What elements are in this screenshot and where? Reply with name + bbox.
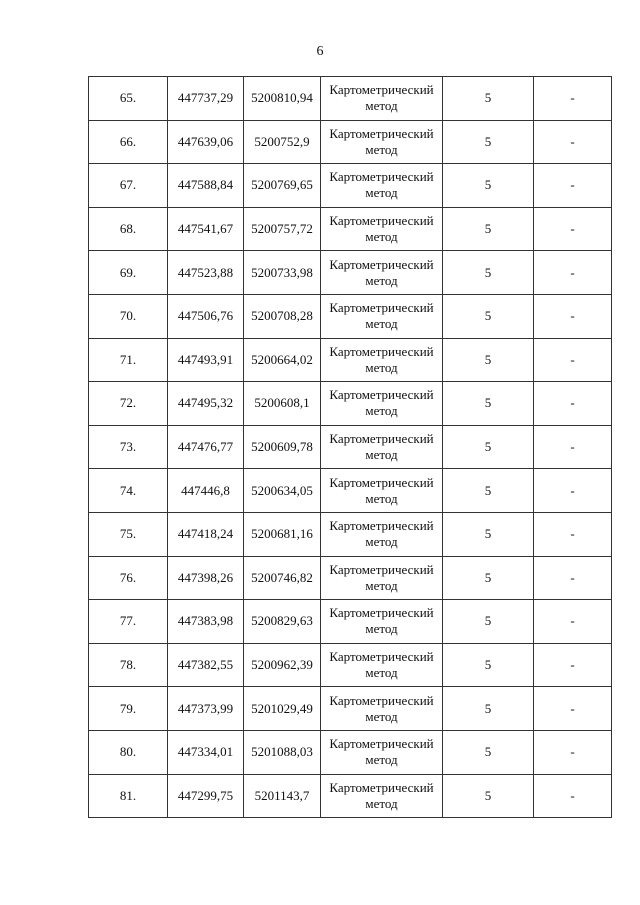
note-cell: - [534, 600, 612, 644]
note-cell: - [534, 164, 612, 208]
y-coordinate-cell: 5200829,63 [244, 600, 321, 644]
y-coordinate-cell: 5200634,05 [244, 469, 321, 513]
x-coordinate-cell: 447639,06 [168, 120, 244, 164]
table-row [89, 643, 612, 687]
y-coordinate-cell: 5200746,82 [244, 556, 321, 600]
point-number-cell: 70. [89, 294, 168, 338]
accuracy-cell: 5 [443, 338, 534, 382]
table-row [89, 164, 612, 208]
accuracy-cell: 5 [443, 251, 534, 295]
method-cell: Картометрический метод [321, 207, 443, 251]
method-cell: Картометрический метод [321, 77, 443, 121]
table-row [89, 294, 612, 338]
x-coordinate-cell: 447398,26 [168, 556, 244, 600]
table-row [89, 556, 612, 600]
note-cell: - [534, 251, 612, 295]
accuracy-cell: 5 [443, 643, 534, 687]
table-row [89, 338, 612, 382]
y-coordinate-cell: 5200608,1 [244, 382, 321, 426]
table-row [89, 512, 612, 556]
table-row [89, 687, 612, 731]
accuracy-cell: 5 [443, 294, 534, 338]
note-cell: - [534, 425, 612, 469]
y-coordinate-cell: 5200664,02 [244, 338, 321, 382]
y-coordinate-cell: 5201088,03 [244, 730, 321, 774]
table-row [89, 207, 612, 251]
note-cell: - [534, 338, 612, 382]
method-cell: Картометрический метод [321, 382, 443, 426]
point-number-cell: 71. [89, 338, 168, 382]
coordinates-table [88, 76, 612, 818]
accuracy-cell: 5 [443, 730, 534, 774]
page-number: 6 [316, 44, 324, 59]
method-cell: Картометрический метод [321, 164, 443, 208]
table-row [89, 774, 612, 818]
method-cell: Картометрический метод [321, 120, 443, 164]
table-row [89, 425, 612, 469]
coordinates-table-body [89, 77, 612, 818]
x-coordinate-cell: 447493,91 [168, 338, 244, 382]
accuracy-cell: 5 [443, 556, 534, 600]
x-coordinate-cell: 447299,75 [168, 774, 244, 818]
note-cell: - [534, 556, 612, 600]
y-coordinate-cell: 5200757,72 [244, 207, 321, 251]
table-row [89, 600, 612, 644]
accuracy-cell: 5 [443, 774, 534, 818]
y-coordinate-cell: 5200752,9 [244, 120, 321, 164]
table-row [89, 77, 612, 121]
method-cell: Картометрический метод [321, 469, 443, 513]
method-cell: Картометрический метод [321, 774, 443, 818]
y-coordinate-cell: 5200962,39 [244, 643, 321, 687]
x-coordinate-cell: 447541,67 [168, 207, 244, 251]
point-number-cell: 67. [89, 164, 168, 208]
accuracy-cell: 5 [443, 425, 534, 469]
x-coordinate-cell: 447476,77 [168, 425, 244, 469]
x-coordinate-cell: 447495,32 [168, 382, 244, 426]
method-cell: Картометрический метод [321, 338, 443, 382]
note-cell: - [534, 207, 612, 251]
accuracy-cell: 5 [443, 382, 534, 426]
note-cell: - [534, 512, 612, 556]
accuracy-cell: 5 [443, 207, 534, 251]
table-row [89, 120, 612, 164]
note-cell: - [534, 643, 612, 687]
note-cell: - [534, 730, 612, 774]
note-cell: - [534, 687, 612, 731]
method-cell: Картометрический метод [321, 643, 443, 687]
x-coordinate-cell: 447523,88 [168, 251, 244, 295]
y-coordinate-cell: 5200609,78 [244, 425, 321, 469]
y-coordinate-cell: 5200681,16 [244, 512, 321, 556]
accuracy-cell: 5 [443, 164, 534, 208]
table-row [89, 382, 612, 426]
note-cell: - [534, 77, 612, 121]
point-number-cell: 72. [89, 382, 168, 426]
x-coordinate-cell: 447373,99 [168, 687, 244, 731]
point-number-cell: 77. [89, 600, 168, 644]
accuracy-cell: 5 [443, 469, 534, 513]
note-cell: - [534, 382, 612, 426]
point-number-cell: 80. [89, 730, 168, 774]
accuracy-cell: 5 [443, 600, 534, 644]
note-cell: - [534, 469, 612, 513]
point-number-cell: 79. [89, 687, 168, 731]
point-number-cell: 73. [89, 425, 168, 469]
y-coordinate-cell: 5201029,49 [244, 687, 321, 731]
x-coordinate-cell: 447418,24 [168, 512, 244, 556]
table-row [89, 730, 612, 774]
point-number-cell: 76. [89, 556, 168, 600]
x-coordinate-cell: 447446,8 [168, 469, 244, 513]
method-cell: Картометрический метод [321, 730, 443, 774]
point-number-cell: 69. [89, 251, 168, 295]
x-coordinate-cell: 447382,55 [168, 643, 244, 687]
point-number-cell: 74. [89, 469, 168, 513]
x-coordinate-cell: 447737,29 [168, 77, 244, 121]
y-coordinate-cell: 5201143,7 [244, 774, 321, 818]
note-cell: - [534, 294, 612, 338]
accuracy-cell: 5 [443, 512, 534, 556]
accuracy-cell: 5 [443, 687, 534, 731]
point-number-cell: 75. [89, 512, 168, 556]
accuracy-cell: 5 [443, 120, 534, 164]
method-cell: Картометрический метод [321, 251, 443, 295]
point-number-cell: 66. [89, 120, 168, 164]
method-cell: Картометрический метод [321, 294, 443, 338]
note-cell: - [534, 774, 612, 818]
method-cell: Картометрический метод [321, 556, 443, 600]
x-coordinate-cell: 447383,98 [168, 600, 244, 644]
method-cell: Картометрический метод [321, 425, 443, 469]
x-coordinate-cell: 447588,84 [168, 164, 244, 208]
y-coordinate-cell: 5200733,98 [244, 251, 321, 295]
point-number-cell: 81. [89, 774, 168, 818]
y-coordinate-cell: 5200708,28 [244, 294, 321, 338]
point-number-cell: 68. [89, 207, 168, 251]
accuracy-cell: 5 [443, 77, 534, 121]
point-number-cell: 78. [89, 643, 168, 687]
x-coordinate-cell: 447334,01 [168, 730, 244, 774]
table-row [89, 251, 612, 295]
table-row [89, 469, 612, 513]
note-cell: - [534, 120, 612, 164]
point-number-cell: 65. [89, 77, 168, 121]
x-coordinate-cell: 447506,76 [168, 294, 244, 338]
y-coordinate-cell: 5200769,65 [244, 164, 321, 208]
method-cell: Картометрический метод [321, 600, 443, 644]
y-coordinate-cell: 5200810,94 [244, 77, 321, 121]
method-cell: Картометрический метод [321, 512, 443, 556]
method-cell: Картометрический метод [321, 687, 443, 731]
